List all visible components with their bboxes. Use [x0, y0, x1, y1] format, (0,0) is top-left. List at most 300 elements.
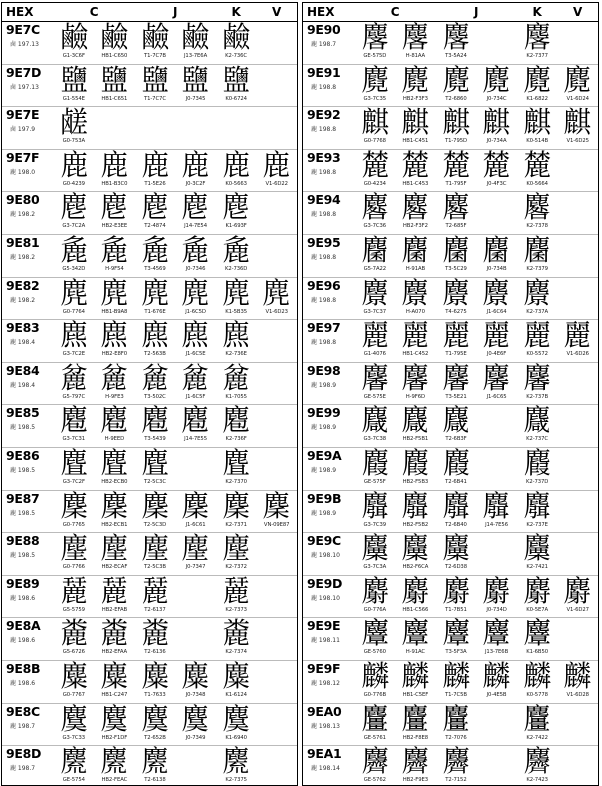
- glyph-cell: [517, 445, 558, 490]
- glyph: 麝: [401, 573, 430, 608]
- source-ref: T1-795E: [445, 351, 467, 358]
- glyph-cell: [436, 405, 477, 447]
- glyph-cell: [557, 150, 598, 192]
- glyph-cell: [256, 618, 297, 660]
- glyph: 麌: [141, 701, 169, 736]
- source-ref: HB1-B3C0: [101, 180, 128, 187]
- glyph-cell: [476, 618, 517, 660]
- radical-stroke: 鹿 198.8: [311, 211, 337, 219]
- table-row: [2, 360, 297, 406]
- glyph-cell: [517, 192, 558, 234]
- glyph-cell: [436, 62, 477, 107]
- glyph: [257, 704, 296, 735]
- glyph-cell: [135, 658, 176, 703]
- hex-code: 9E84: [6, 362, 40, 378]
- source-ref: GE-5760: [363, 649, 386, 656]
- table-row: [303, 445, 598, 491]
- glyph: 麒: [442, 105, 470, 140]
- left-table: [1, 2, 298, 786]
- glyph-cell: [355, 275, 396, 320]
- hex-cell: [2, 363, 54, 405]
- glyph-cell: [557, 278, 598, 320]
- source-ref: J0-3C2F: [185, 180, 206, 187]
- radical-stroke: 鹿 198.2: [10, 296, 36, 304]
- glyph: 麅: [181, 403, 210, 438]
- glyph-cell: [436, 22, 477, 64]
- glyph-cell: [175, 576, 216, 618]
- glyph: 麛: [442, 488, 470, 523]
- hex-code: 9E94: [307, 192, 341, 208]
- source-ref: G0-776B: [363, 691, 387, 698]
- glyph: [558, 235, 597, 266]
- glyph: 麃: [60, 318, 88, 353]
- glyph-cell: [256, 661, 297, 703]
- header-k: K: [231, 5, 241, 19]
- radical-stroke: 鹿 198.11: [311, 637, 340, 645]
- source-ref: HB2-ECAF: [101, 564, 128, 571]
- glyph-cell: [256, 320, 297, 362]
- source-ref: HB2-E8F0: [101, 351, 127, 358]
- glyph: 麖: [401, 275, 430, 310]
- glyph-cell: [256, 22, 297, 64]
- glyph-cell: [175, 533, 216, 575]
- glyph-cell: [517, 275, 558, 320]
- radical-stroke: 鹿 198.8: [311, 339, 337, 347]
- right-table: [302, 2, 599, 786]
- glyph-cell: [557, 405, 598, 447]
- glyph-cell: [94, 533, 135, 575]
- table-row: [2, 320, 297, 363]
- hex-code: 9EA1: [307, 746, 342, 762]
- glyph-cell: [256, 192, 297, 234]
- glyph: 麄: [181, 360, 210, 395]
- hex-code: 9E91: [307, 64, 341, 80]
- glyph: 麓: [523, 147, 551, 182]
- glyph-cell: [94, 360, 135, 405]
- glyph-cell: [216, 107, 257, 149]
- glyph-cell: [476, 704, 517, 746]
- source-ref: HB1-C451: [402, 138, 429, 145]
- glyph-cell: [395, 320, 436, 362]
- glyph: [136, 107, 175, 138]
- radical-stroke: 鹿 198.6: [10, 637, 36, 645]
- glyph-cell: [517, 62, 558, 107]
- glyph: 麆: [141, 445, 169, 480]
- glyph-cell: [54, 405, 95, 447]
- source-ref: K2-737C: [526, 436, 549, 443]
- glyph-cell: [395, 746, 436, 786]
- table-row: [2, 533, 297, 576]
- glyph: 麑: [482, 62, 511, 97]
- header-j: J: [173, 5, 178, 19]
- glyph: 麝: [563, 573, 592, 608]
- source-ref: J0-4E5B: [486, 691, 507, 698]
- hex-cell: [2, 192, 54, 234]
- source-ref: HB2-F1DF: [101, 734, 128, 741]
- glyph-cell: [436, 618, 477, 660]
- source-ref: V1-6D24: [566, 95, 589, 102]
- source-ref: H-A070: [405, 308, 425, 315]
- source-ref: K2-7421: [526, 564, 548, 571]
- source-ref: K0-5663: [225, 180, 247, 187]
- glyph-cell: [436, 488, 477, 533]
- source-ref: HB2-F5B1: [402, 436, 429, 443]
- source-ref: G0-7764: [62, 308, 85, 315]
- table-row: [303, 618, 598, 661]
- source-ref: K2-7377: [526, 53, 548, 59]
- glyph-cell: [94, 62, 135, 107]
- table-row: [303, 658, 598, 704]
- glyph: [176, 107, 215, 138]
- source-ref: T2-6D38: [444, 564, 467, 571]
- glyph-cell: [476, 232, 517, 277]
- table-row: [2, 488, 297, 534]
- glyph: [257, 107, 296, 138]
- glyph: 麋: [100, 658, 129, 693]
- source-ref: T1-7C5B: [445, 691, 467, 698]
- glyph-cell: [395, 360, 436, 405]
- source-ref: T1-5E26: [144, 180, 166, 187]
- hex-cell: [2, 491, 54, 533]
- glyph-cell: [395, 701, 436, 746]
- glyph: [257, 65, 296, 96]
- header-v: V: [272, 5, 282, 19]
- glyph: 麚: [401, 445, 430, 480]
- glyph-cell: [135, 22, 176, 64]
- glyph: 麐: [523, 20, 551, 54]
- radical-stroke: 鹿 198.4: [10, 381, 36, 389]
- hex-code: 9E87: [6, 490, 40, 506]
- source-ref: T3-5E21: [445, 393, 467, 400]
- glyph: 麙: [361, 403, 389, 438]
- glyph-cell: [175, 22, 216, 64]
- glyph: 鹿: [60, 147, 88, 182]
- hex-cell: [2, 576, 54, 618]
- source-ref: K2-737B: [526, 393, 549, 400]
- glyph: 麟: [442, 658, 470, 693]
- glyph: [477, 533, 516, 564]
- source-ref: G0-4239: [62, 180, 85, 187]
- glyph-cell: [175, 275, 216, 320]
- glyph: 麗: [523, 318, 551, 353]
- glyph-cell: [436, 360, 477, 405]
- glyph-cell: [395, 232, 436, 277]
- glyph-cell: [517, 22, 558, 64]
- glyph: 麐: [442, 20, 470, 54]
- radical-stroke: 鹿 198.9: [311, 381, 337, 389]
- glyph-cell: [54, 658, 95, 703]
- source-ref: T2-5C3C: [143, 478, 166, 485]
- glyph-cell: [557, 235, 598, 277]
- hex-code: 9E89: [6, 575, 40, 591]
- source-ref: K1-6822: [526, 95, 548, 102]
- hex-code: 9E9C: [307, 533, 341, 549]
- source-ref: J1-6C65: [486, 393, 507, 400]
- glyph: 麘: [361, 360, 389, 395]
- glyph: 麒: [361, 105, 389, 140]
- glyph: [176, 618, 215, 649]
- glyph: 麘: [442, 360, 470, 395]
- glyph-cell: [436, 445, 477, 490]
- radical-stroke: 鹿 198.12: [311, 679, 340, 687]
- source-ref: H-9EED: [104, 436, 125, 443]
- glyph: 鹾: [60, 105, 88, 140]
- glyph-cell: [256, 405, 297, 447]
- source-ref: K2-7373: [225, 606, 247, 613]
- glyph-cell: [175, 701, 216, 746]
- radical-stroke: 鹿 198.8: [311, 83, 337, 91]
- glyph: 麚: [361, 445, 389, 480]
- source-ref: G3-7C33: [62, 734, 86, 741]
- glyph-cell: [54, 746, 95, 786]
- hex-cell: [2, 22, 54, 64]
- source-ref: T2-4874: [144, 223, 166, 230]
- source-ref: G1-554E: [62, 95, 85, 102]
- source-ref: J0-7349: [185, 734, 206, 741]
- source-ref: J14-7E54: [184, 223, 207, 230]
- glyph-cell: [94, 320, 135, 362]
- glyph: 麡: [401, 744, 430, 779]
- source-ref: HB1-C566: [402, 606, 429, 613]
- glyph: 麆: [100, 445, 129, 480]
- source-ref: T3-5C29: [445, 265, 467, 272]
- source-ref: T2-652B: [144, 734, 166, 741]
- glyph: [257, 448, 296, 479]
- glyph: 麛: [523, 488, 551, 523]
- source-ref: T2-5C3D: [143, 521, 167, 528]
- source-ref: J1-6C61: [185, 521, 206, 528]
- glyph: 麜: [442, 531, 470, 566]
- source-ref: G3-7C31: [62, 436, 86, 443]
- glyph-cell: [517, 573, 558, 618]
- source-ref: GE-575E: [363, 393, 386, 400]
- glyph: 麂: [262, 275, 291, 310]
- glyph-cell: [94, 405, 135, 447]
- glyph: 麍: [100, 744, 129, 779]
- hex-code: 9E7C: [6, 22, 40, 37]
- glyph-cell: [175, 107, 216, 149]
- glyph: 麜: [401, 531, 430, 566]
- glyph: 麡: [442, 744, 470, 779]
- radical-stroke: 鹿 198.9: [311, 466, 337, 474]
- glyph: 麈: [222, 531, 250, 566]
- source-ref: HB2-FEAC: [101, 777, 128, 784]
- glyph-cell: [94, 192, 135, 234]
- radical-stroke: 鹿 198.7: [10, 765, 36, 773]
- source-ref: G5-797C: [62, 393, 86, 400]
- hex-cell: [303, 320, 355, 362]
- glyph: 麂: [100, 275, 129, 310]
- glyph: [558, 405, 597, 436]
- glyph-cell: [395, 275, 436, 320]
- header-c: C: [89, 5, 99, 19]
- glyph-cell: [476, 22, 517, 64]
- glyph-cell: [395, 533, 436, 575]
- table-row: [303, 107, 598, 150]
- glyph-cell: [54, 147, 95, 192]
- source-ref: T2-6860: [445, 95, 467, 102]
- glyph-cell: [135, 107, 176, 149]
- glyph: 麖: [361, 275, 389, 310]
- glyph: 鹼: [181, 20, 210, 54]
- glyph: 麜: [361, 531, 389, 566]
- glyph: [257, 576, 296, 607]
- glyph-cell: [175, 147, 216, 192]
- hex-cell: [2, 65, 54, 107]
- glyph: 麓: [361, 147, 389, 182]
- source-ref: T2-6B41: [445, 478, 467, 485]
- glyph: 麞: [361, 616, 389, 651]
- glyph: 麃: [100, 318, 129, 353]
- hex-code: 9E7D: [6, 64, 42, 80]
- source-ref: J0-7346: [185, 265, 206, 272]
- glyph: 麒: [401, 105, 430, 140]
- glyph-cell: [94, 275, 135, 320]
- source-ref: K2-7378: [526, 223, 548, 230]
- hex-code: 9E7F: [6, 149, 40, 165]
- glyph: [176, 576, 215, 607]
- source-ref: K2-736E: [225, 351, 247, 358]
- glyph-cell: [517, 232, 558, 277]
- glyph-cell: [355, 232, 396, 277]
- glyph-cell: [517, 746, 558, 786]
- glyph: 麒: [482, 105, 511, 140]
- source-ref: HB2-ECB1: [101, 521, 128, 528]
- hex-cell: [303, 65, 355, 107]
- glyph-cell: [175, 360, 216, 405]
- glyph: 麠: [361, 701, 389, 736]
- source-ref: HB2-F9E3: [402, 777, 428, 784]
- glyph-cell: [175, 62, 216, 107]
- source-ref: K0-514B: [526, 138, 549, 145]
- source-ref: HB1-C5EF: [402, 691, 429, 698]
- glyph-cell: [135, 147, 176, 192]
- source-ref: J14-7E56: [485, 521, 508, 528]
- glyph-cell: [557, 192, 598, 234]
- hex-code: 9E80: [6, 192, 40, 208]
- table-row: [303, 320, 598, 363]
- glyph-cell: [135, 618, 176, 660]
- glyph: 麞: [523, 616, 551, 651]
- glyph-cell: [216, 405, 257, 447]
- source-ref: H-9F54: [105, 265, 124, 272]
- radical-stroke: 鹿 198.14: [311, 765, 340, 773]
- glyph-cell: [517, 360, 558, 405]
- glyph: 麇: [60, 488, 88, 523]
- glyph-cell: [216, 658, 257, 703]
- table-row: [2, 658, 297, 704]
- table-row: [303, 147, 598, 193]
- hex-cell: [303, 278, 355, 320]
- glyph: 麈: [60, 531, 88, 566]
- glyph-cell: [557, 62, 598, 107]
- source-ref: K0-5E7A: [526, 606, 548, 613]
- hex-code: 9E9D: [307, 575, 343, 591]
- glyph-cell: [355, 107, 396, 149]
- glyph: 鹽: [100, 62, 129, 97]
- source-ref: HB1-C247: [101, 691, 128, 698]
- hex-cell: [303, 618, 355, 660]
- table-row: [2, 232, 297, 278]
- glyph: [558, 278, 597, 309]
- source-ref: HB2-EFAA: [101, 649, 128, 656]
- glyph: 麅: [141, 403, 169, 438]
- source-ref: K0-5778: [526, 691, 548, 698]
- glyph-cell: [54, 488, 95, 533]
- glyph-cell: [54, 62, 95, 107]
- glyph-cell: [256, 704, 297, 746]
- table-row: [2, 618, 297, 661]
- glyph: 麑: [361, 62, 389, 97]
- glyph: [257, 192, 296, 223]
- source-ref: K1-5B35: [225, 308, 248, 315]
- source-ref: HB1-C453: [402, 180, 429, 187]
- glyph: 麉: [60, 573, 88, 608]
- glyph-cell: [395, 405, 436, 447]
- glyph-cell: [135, 232, 176, 277]
- glyph: 麑: [442, 62, 470, 97]
- source-ref: G0-7768: [363, 138, 386, 145]
- table-row: [2, 445, 297, 491]
- glyph-cell: [476, 320, 517, 362]
- glyph: 麞: [482, 616, 511, 651]
- source-ref: T1-795F: [445, 180, 467, 187]
- glyph-cell: [355, 320, 396, 362]
- table-row: [303, 533, 598, 576]
- glyph: 麍: [222, 744, 250, 779]
- glyph: 麇: [222, 488, 250, 523]
- source-ref: G5-7A22: [363, 265, 387, 272]
- glyph: 麙: [523, 403, 551, 438]
- glyph-cell: [557, 363, 598, 405]
- hex-code: 9E90: [307, 22, 341, 37]
- source-ref: G0-753A: [62, 138, 86, 145]
- source-ref: G5-6726: [62, 649, 85, 656]
- source-ref: H-9FE3: [105, 393, 124, 400]
- glyph-cell: [135, 488, 176, 533]
- hex-code: 9E9E: [307, 618, 341, 634]
- glyph: 麓: [442, 147, 470, 182]
- glyph-cell: [476, 405, 517, 447]
- glyph-cell: [395, 22, 436, 64]
- source-ref: T1-7B51: [445, 606, 467, 613]
- hex-cell: [2, 661, 54, 703]
- glyph-cell: [256, 488, 297, 533]
- source-ref: J0-7345: [185, 95, 206, 102]
- hex-cell: [2, 405, 54, 447]
- glyph-cell: [175, 746, 216, 786]
- glyph-cell: [476, 360, 517, 405]
- source-ref: HB2-F8E8: [402, 734, 428, 741]
- source-ref: T2-6138: [144, 777, 166, 784]
- glyph-cell: [216, 488, 257, 533]
- radical-stroke: 鹿 198.7: [311, 41, 337, 48]
- glyph: 麅: [60, 403, 88, 438]
- source-ref: T2-6136: [144, 649, 166, 656]
- table-row: [303, 405, 598, 448]
- glyph: 麊: [60, 616, 88, 651]
- source-ref: J0-734B: [486, 265, 507, 272]
- radical-stroke: 鹿 198.2: [10, 211, 36, 219]
- glyph-cell: [436, 275, 477, 320]
- glyph: [477, 746, 516, 777]
- hex-cell: [2, 320, 54, 362]
- glyph: 麓: [482, 147, 511, 182]
- glyph: 鹿: [262, 147, 291, 182]
- glyph-cell: [517, 618, 558, 660]
- glyph: 麗: [482, 318, 511, 353]
- source-ref: K2-7379: [526, 265, 548, 272]
